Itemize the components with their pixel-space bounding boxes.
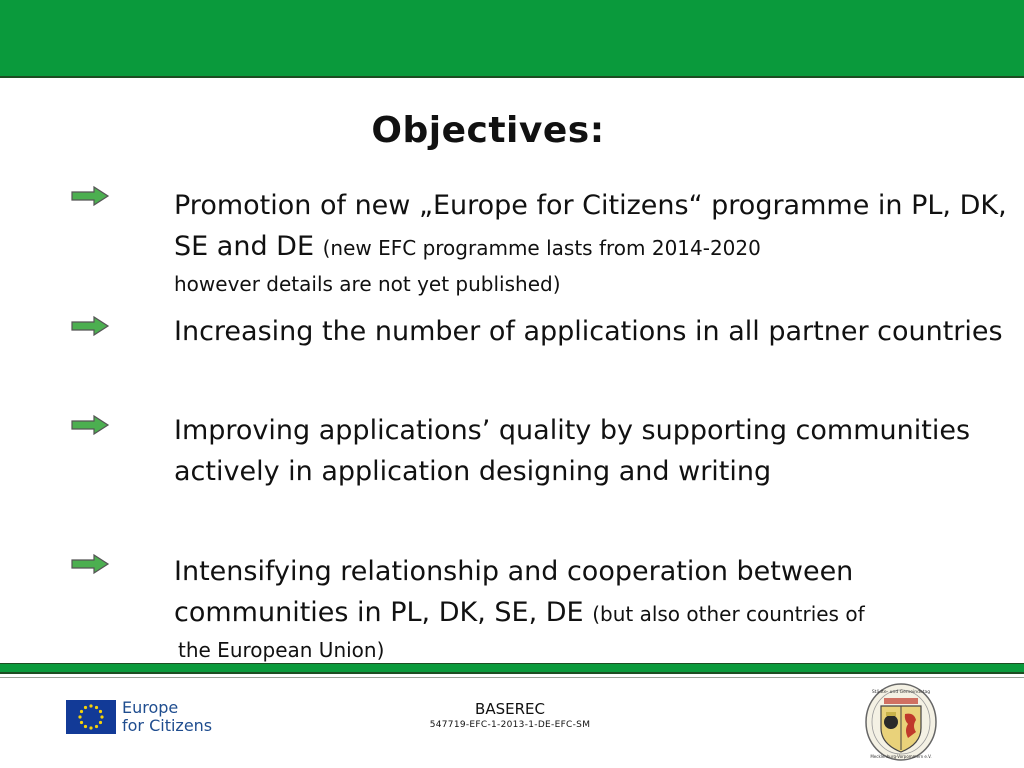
bullet-text: Promotion of new „Europe for Citizens“ programme in PL, DK, SE and DE bbox=[174, 190, 1007, 262]
bullet-note-continued: the European Union) bbox=[178, 638, 385, 662]
green-right-arrow-icon bbox=[70, 315, 110, 337]
footer-project-info bbox=[380, 700, 640, 730]
bullet-text-block bbox=[174, 185, 1014, 299]
slide-title: Objectives: bbox=[371, 110, 605, 151]
logo-line-2: for Citizens bbox=[122, 716, 213, 735]
top-green-bar bbox=[0, 0, 1024, 78]
logo-wordmark bbox=[122, 699, 212, 735]
green-right-arrow-icon bbox=[70, 553, 110, 575]
europe-for-citizens-logo bbox=[66, 699, 216, 739]
green-right-arrow-icon bbox=[70, 414, 110, 436]
footer-project-title: BASEREC bbox=[475, 700, 545, 718]
footer-divider bbox=[0, 677, 1024, 678]
bullet-text: Increasing the number of applications in all partner countries bbox=[174, 316, 1003, 347]
bottom-green-bar bbox=[0, 663, 1024, 674]
logo-line-1: Europe bbox=[122, 698, 179, 717]
bullet-note: (new EFC programme lasts from 2014-2020 bbox=[322, 236, 761, 260]
footer-project-code: 547719-EFC-1-2013-1-DE-EFC-SM bbox=[429, 720, 591, 730]
bullet-note: (but also other countries of bbox=[592, 602, 865, 626]
svg-text:Mecklenburg-Vorpommern e.V.: Mecklenburg-Vorpommern e.V. bbox=[870, 754, 932, 759]
bullet-text: Intensifying relationship and cooperation between communities in PL, DK, SE, DE bbox=[174, 556, 854, 628]
svg-text:Städte- und Gemeindetag: Städte- und Gemeindetag bbox=[871, 690, 931, 695]
coat-of-arms-icon bbox=[864, 682, 938, 762]
eu-flag-icon bbox=[66, 700, 116, 734]
bullet-note-continued: however details are not yet published) bbox=[174, 272, 561, 296]
bullet-text: Improving applications’ quality by supporting communities actively in application designing and writing bbox=[174, 415, 971, 487]
bullet-text-block bbox=[174, 551, 1014, 665]
green-right-arrow-icon bbox=[70, 185, 110, 207]
